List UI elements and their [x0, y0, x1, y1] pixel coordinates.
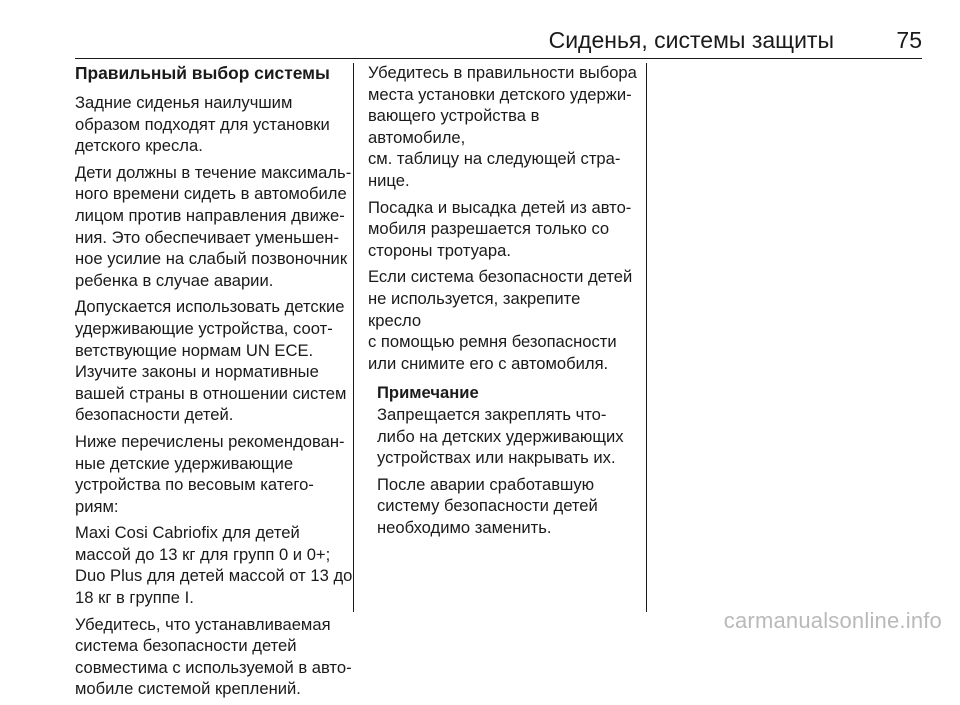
note-paragraph-attach: Запрещается закреплять что- либо на детских удерживающих устройствах или накрывать их. — [377, 404, 624, 468]
column-divider-left — [353, 63, 354, 612]
paragraph-restraint-models: Maxi Cosi Cabriofix для детей массой до 13 кг для групп 0 и 0+; Duo Plus для детей массой от 13 до 18 кг в группе I. — [75, 523, 353, 608]
note-title: Примечание — [377, 383, 479, 403]
note-block — [377, 382, 638, 538]
column-divider-right — [646, 63, 647, 612]
paragraph-facing-direction: Дети должны в течение максималь- ного времени сидеть в автомобиле лицом против направления движе- ния. Это обеспечивает уменьшен- ное усилие на слабый позвоночник ребенка в случае аварии. — [75, 162, 352, 290]
paragraph-seat-position: Убедитесь в правильности выбора места установки детского удержи- вающего устройства в автомобиле, см. таблицу на следующей стра- нице. — [368, 63, 637, 190]
paragraph-rear-seats: Задние сиденья наилучшим образом подходят для установки детского кресла. — [75, 93, 330, 156]
middle-column — [368, 62, 638, 543]
paragraph-compatibility: Убедитесь, что устанавливаемая система безопасности детей совместима с используемой в авто- мобиле системой креплений. — [75, 614, 352, 699]
paragraph-recommended: Ниже перечислены рекомендован- ные детские удерживающие устройства по весовым катего- риям: — [75, 431, 345, 516]
paragraph-un-ece: Допускается использовать детские удерживающие устройства, соот- ветствующие нормам UN ECE. Изучите законы и нормативные вашей страны в отношении систем безопасности детей. — [75, 297, 347, 425]
paragraph-boarding: Посадка и высадка детей из авто- мобиля разрешается только со стороны тротуара. — [368, 197, 632, 260]
header-divider — [75, 58, 922, 59]
section-heading: Правильный выбор системы — [75, 63, 330, 83]
left-column — [75, 62, 353, 705]
page-title: Сиденья, системы защиты — [548, 27, 834, 53]
page-header — [0, 20, 922, 56]
watermark: carmanualsonline.info — [723, 608, 942, 633]
note-paragraph-replace: После аварии сработавшую систему безопасности детей необходимо заменить. — [377, 474, 598, 537]
paragraph-unused-seat: Если система безопасности детей не используется, закрепите кресло с помощью ремня безопасности или снимите его с автомобиля. — [368, 267, 633, 373]
page-number: 75 — [896, 27, 922, 53]
